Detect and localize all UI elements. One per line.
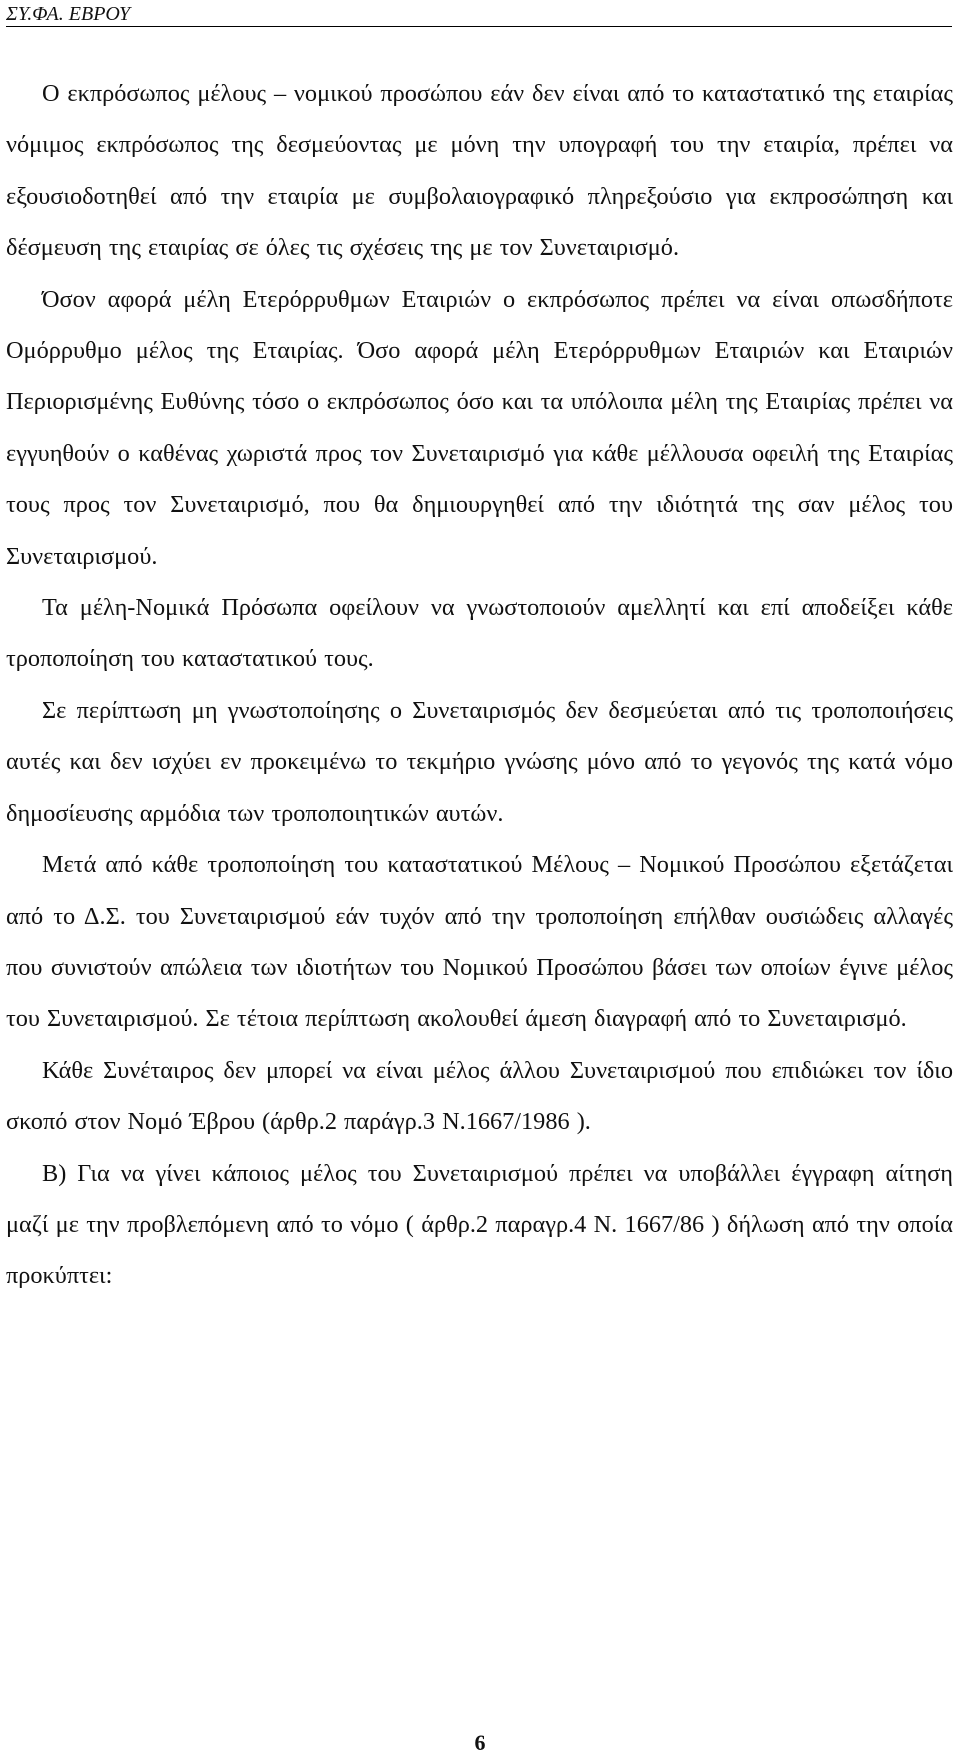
paragraph-representative: Ο εκπρόσωπος μέλους – νομικού προσώπου εάν δεν είναι από το καταστατικό της εταιρίας νόμιμος εκπρόσωπος της δεσμεύοντας με μόνη την υπογραφή του την εταιρία, πρέπει να εξουσιοδοτηθεί από την εταιρία με συμβολαιογραφικό πληρεξούσιο για εκπροσώπηση και δέσμευση της εταιρίας σε όλες τις σχέσεις της με τον Συνεταιρισμό. (6, 80, 953, 262)
page-header (6, 2, 952, 27)
paragraph-non-notification: Σε περίπτωση μη γνωστοποίησης ο Συνεταιρισμός δεν δεσμεύεται από τις τροποποιήσεις αυτές και δεν ισχύει εν προκειμένω το τεκμήριο γνώσης μόνο από το γεγονός της κατά νόμο δημοσίευσης αρμόδια των τροποποιητικών αυτών. (6, 696, 953, 827)
paragraph-board-review: Μετά από κάθε τροποποίηση του καταστατικού Μέλους – Νομικού Προσώπου εξετάζεται από το Δ.Σ. του Συνεταιρισμού εάν τυχόν από την τροποποίηση επήλθαν ουσιώδεις αλλαγές που συνιστούν απώλεια των ιδιοτήτων του Νομικού Προσώπου βάσει των οποίων έγινε μέλος του Συνεταιρισμού. Σε τέτοια περίπτωση ακολουθεί άμεση διαγραφή από το Συνεταιρισμό. (6, 851, 953, 1033)
page-number: 6 (474, 1730, 486, 1755)
header-title: ΣΥ.ΦΑ. ΕΒΡΟΥ (6, 3, 131, 25)
paragraph-statute-amendments: Τα μέλη-Νομικά Πρόσωπα οφείλουν να γνωστοποιούν αμελλητί και επί αποδείξει κάθε τροποποίηση του καταστατικού τους. (6, 594, 953, 673)
paragraph-single-membership: Κάθε Συνέταιρος δεν μπορεί να είναι μέλος άλλου Συνεταιρισμού που επιδιώκει τον ίδιο σκοπό στον Νομό Έβρου (άρθρ.2 παράγρ.3 Ν.1667/1986 ). (6, 1056, 953, 1136)
document-body (6, 68, 953, 1302)
paragraph-application: Β) Για να γίνει κάποιος μέλος του Συνεταιρισμού πρέπει να υποβάλλει έγγραφη αίτηση μαζί με την προβλεπόμενη από το νόμο ( άρθρ.2 παραγρ.4 Ν. 1667/86 ) δήλωση από την οποία προκύπτει: (6, 1159, 953, 1290)
paragraph-limited-partnerships: Όσον αφορά μέλη Ετερόρρυθμων Εταιριών ο εκπρόσωπος πρέπει να είναι οπωσδήποτε Ομόρρυθμο μέλος της Εταιρίας. Όσο αφορά μέλη Ετερόρρυθμων Εταιριών και Εταιριών Περιορισμένης Ευθύνης τόσο ο εκπρόσωπος όσο και τα υπόλοιπα μέλη της Εταιρίας πρέπει να εγγυηθούν ο καθένας χωριστά προς τον Συνεταιρισμό για κάθε μέλλουσα οφειλή της Εταιρίας τους προς τον Συνεταιρισμό, που θα δημιουργηθεί από την ιδιότητά της σαν μέλος του Συνεταιρισμού. (6, 285, 953, 570)
